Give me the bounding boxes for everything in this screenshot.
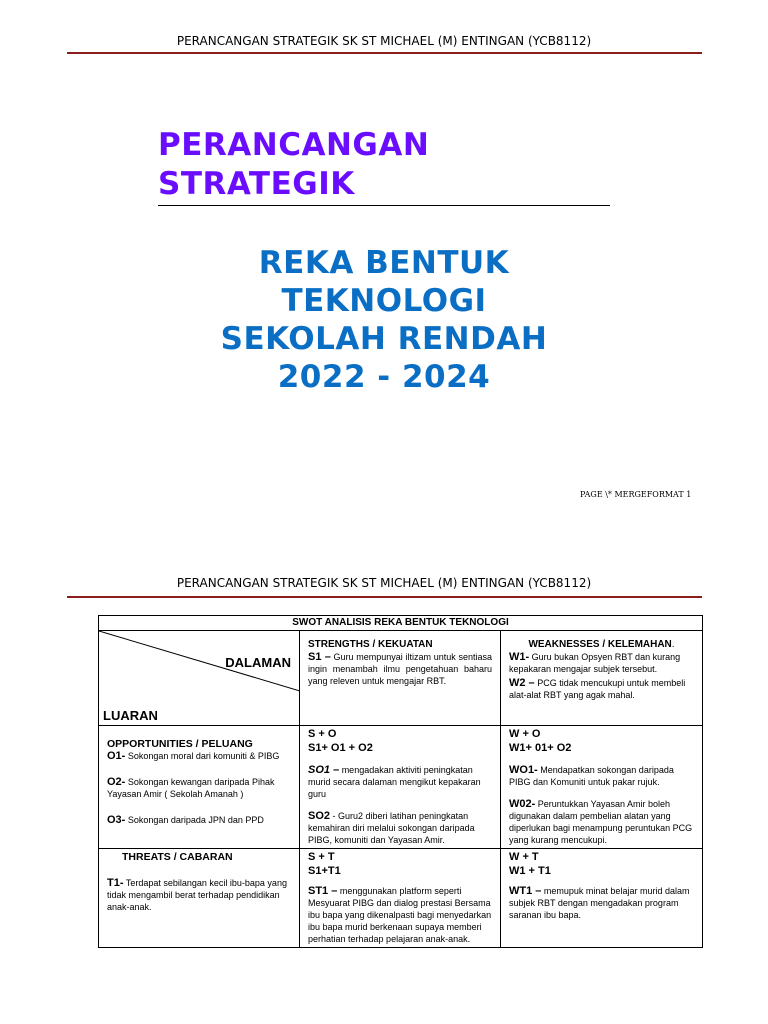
- st1-label: ST1 –: [308, 885, 338, 897]
- wo-combo: W1+ 01+ O2: [509, 742, 572, 754]
- title-line: PERANCANGAN: [158, 127, 430, 163]
- wt-title: W + T: [509, 851, 539, 863]
- so1-text: mengadakan aktiviti peningkatan murid secara dalaman mengikut kepakaran guru: [308, 765, 481, 799]
- opportunities-header: OPPORTUNITIES / PELUANG: [107, 738, 253, 750]
- wt-cell: [501, 849, 703, 948]
- s1-text: Guru mempunyai iltizam untuk sentiasa ingin menambah ilmu pengetahuan baharu yang releven untuk mengajar RBT.: [308, 652, 492, 686]
- o1-label: O1-: [107, 750, 126, 762]
- w2-text: PCG tidak mencukupi untuk membeli alat-alat RBT yang agak mahal.: [509, 678, 686, 700]
- wo-cell: [501, 726, 703, 849]
- t1-label: T1-: [107, 877, 124, 889]
- w1-label: W1-: [509, 651, 530, 663]
- o3-label: O3-: [107, 814, 126, 826]
- threats-header: THREATS / CABARAN: [122, 851, 233, 863]
- w2-label: W2 –: [509, 677, 535, 689]
- threats-cell: [99, 849, 300, 948]
- wo1-text: Mendapatkan sokongan daripada PIBG dan Komuniti untuk pakar rujuk.: [509, 765, 674, 787]
- document-subtitle: [0, 244, 768, 396]
- so2-label: SO2: [308, 810, 331, 822]
- subtitle-line: SEKOLAH RENDAH: [220, 321, 548, 357]
- weaknesses-cell: [501, 631, 703, 726]
- wo2-label: W02-: [509, 798, 536, 810]
- header-rule: [67, 596, 702, 598]
- t1-text: Terdapat sebilangan kecil ibu-bapa yang tidak mengambil berat terhadap pendidikan anak-anak.: [107, 878, 287, 912]
- o3-text: Sokongan daripada JPN dan PPD: [125, 815, 264, 825]
- w1-text: Guru bukan Opsyen RBT dan kurang kepakaran mengajar subjek tersebut.: [509, 652, 681, 674]
- page-field-code: PAGE \* MERGEFORMAT 1: [580, 490, 692, 499]
- weaknesses-header: WEAKNESSES / KELEMAHAN.: [528, 639, 675, 650]
- st-combo: S1+T1: [308, 865, 341, 877]
- s1-label: S1 –: [308, 651, 331, 663]
- swot-table: [98, 615, 703, 948]
- luaran-label: LUARAN: [103, 708, 158, 723]
- o2-text: Sokongan kewangan daripada Pihak Yayasan Amir ( Sekolah Amanah ): [107, 777, 275, 799]
- strengths-header: STRENGTHS / KEKUATAN: [308, 639, 433, 650]
- header-rule: [67, 52, 702, 54]
- wt-combo: W1 + T1: [509, 865, 551, 877]
- o1-text: Sokongan moral dari komuniti & PIBG: [125, 751, 280, 761]
- so-title: S + O: [308, 728, 337, 740]
- document-title: [158, 126, 429, 204]
- so-cell: [300, 726, 501, 849]
- page-header: PERANCANGAN STRATEGIK SK ST MICHAEL (M) ENTINGAN (YCB8112): [176, 576, 592, 590]
- st1-text: menggunakan platform seperti Mesyuarat PIBG dan dialog prestasi Bersama ibu bapa yang dikenalpasti bagi menyedarkan ibu bapa murid berkenaan supaya memberi perhatian terhadap pelajaran anak-anak.: [308, 886, 492, 944]
- wo-title: W + O: [509, 728, 541, 740]
- so1-label: SO1 –: [308, 764, 340, 776]
- so-combo: S1+ O1 + O2: [308, 742, 373, 754]
- page-header: PERANCANGAN STRATEGIK SK ST MICHAEL (M) ENTINGAN (YCB8112): [176, 34, 592, 48]
- title-line: STRATEGIK: [158, 166, 355, 202]
- wo1-label: WO1-: [509, 764, 538, 776]
- st-title: S + T: [308, 851, 335, 863]
- wt1-text: memupuk minat belajar murid dalam subjek RBT dengan mengadakan program saranan ibu bapa.: [509, 886, 690, 920]
- title-underline: [158, 205, 610, 206]
- st-cell: [300, 849, 501, 948]
- strengths-cell: [300, 631, 501, 726]
- subtitle-line: 2022 - 2024: [277, 359, 491, 395]
- subtitle-line: REKA BENTUK: [258, 245, 510, 281]
- subtitle-line: TEKNOLOGI: [281, 283, 487, 319]
- diagonal-header-cell: [99, 631, 300, 726]
- opportunities-cell: [99, 726, 300, 849]
- wo2-text: Peruntukkan Yayasan Amir boleh digunakan dalam pembelian alatan yang diperlukan bagi menampung peruntukan PCG yang kurang mencukupi.: [509, 799, 693, 845]
- swot-caption: SWOT ANALISIS REKA BENTUK TEKNOLOGI: [99, 616, 703, 631]
- so2-text: - Guru2 diberi latihan peningkatan kemahiran diri melalui sokongan daripada PIBG, komuniti dan Yayasan Amir.: [308, 811, 475, 845]
- o2-label: O2-: [107, 776, 126, 788]
- wt1-label: WT1 –: [509, 885, 542, 897]
- dalaman-label: DALAMAN: [225, 655, 291, 670]
